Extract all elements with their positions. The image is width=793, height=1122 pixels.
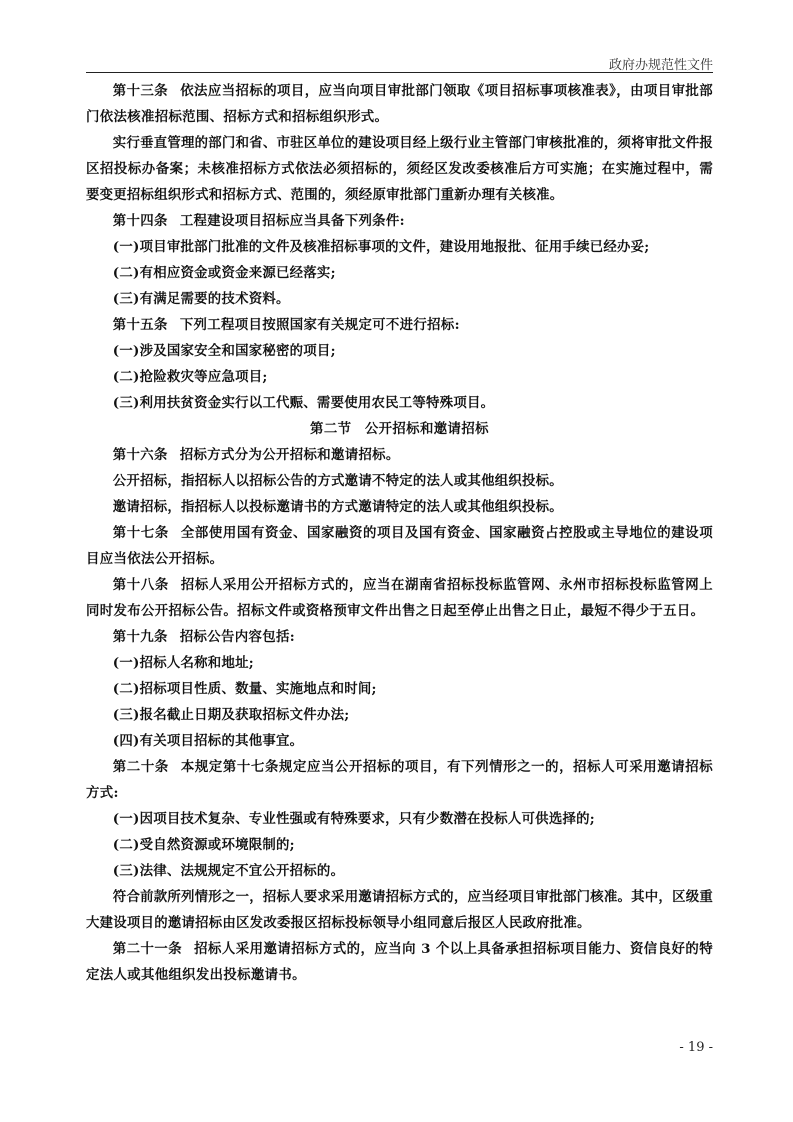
- list-item: (三)报名截止日期及获取招标文件办法;: [112, 707, 350, 723]
- article-label: 第十五条: [112, 317, 168, 333]
- article-text: 下列工程项目按照国家有关规定可不进行招标:: [179, 317, 460, 333]
- article-14: [86, 208, 713, 234]
- article-label: 第十八条: [112, 577, 169, 593]
- section-title: [86, 416, 713, 442]
- header-rule: [86, 72, 713, 73]
- article-label: 第十三条: [112, 83, 169, 99]
- article-18: [86, 572, 713, 624]
- page-number: - 19 -: [679, 1040, 713, 1055]
- list-item: (二)招标项目性质、数量、实施地点和时间;: [112, 681, 377, 697]
- list-item: (三)利用扶贫资金实行以工代赈、需要使用农民工等特殊项目。: [112, 395, 495, 411]
- list-item: (二)受自然资源或环境限制的;: [112, 837, 295, 853]
- article-13: [86, 78, 713, 130]
- paragraph: 邀请招标，指招标人以投标邀请书的方式邀请特定的法人或其他组织投标。: [112, 499, 563, 515]
- article-label: 第十七条: [112, 525, 169, 541]
- article-text: 招标人采用公开招标方式的，应当在湖南省招标投标监管网、永州市招标投标监管网上同时发布公开招标公告。招标文件或资格预审文件出售之日起至停止出售之日止，最短不得少于五日。: [86, 577, 714, 619]
- page-header: 政府办规范性文件: [608, 58, 713, 73]
- article-label: 第二十一条: [112, 941, 183, 957]
- article-text: 全部使用国有资金、国家融资的项目及国有资金、国家融资占控股或主导地位的建设项目应当依法公开招标。: [86, 525, 714, 567]
- list-item: (一)因项目技术复杂、专业性强或有特殊要求，只有少数潜在投标人可供选择的;: [112, 811, 595, 827]
- list-item: (二)有相应资金或资金来源已经落实;: [112, 265, 336, 281]
- article-16: [86, 442, 713, 468]
- article-text: 招标方式分为公开招标和邀请招标。: [179, 447, 400, 463]
- article-text: 依法应当招标的项目，应当向项目审批部门领取《项目招标事项核准表》，由项目审批部门依法核准招标范围、招标方式和招标组织形式。: [86, 83, 713, 125]
- paragraph: 公开招标，指招标人以招标公告的方式邀请不特定的法人或其他组织投标。: [112, 473, 563, 489]
- section-number: 第二节: [310, 421, 352, 437]
- article-15: [86, 312, 713, 338]
- list-item: (三)有满足需要的技术资料。: [112, 291, 290, 307]
- paragraph: 实行垂直管理的部门和省、市驻区单位的建设项目经上级行业主管部门审核批准的，须将审批文件报区招投标办备案；未核准招标方式依法必须招标的，须经区发改委核准后方可实施；在实施过程中，需要变更招标组织形式和招标方式、范围的，须经原审批部门重新办理有关核准。: [86, 135, 713, 203]
- document-body: [86, 78, 713, 988]
- paragraph: 符合前款所列情形之一，招标人要求采用邀请招标方式的，应当经项目审批部门核准。其中，区级重大建设项目的邀请招标由区发改委报区招标投标领导小组同意后报区人民政府批准。: [86, 889, 713, 931]
- article-20: [86, 754, 713, 806]
- article-text: 本规定第十七条规定应当公开招标的项目，有下列情形之一的，招标人可采用邀请招标方式:: [86, 759, 714, 801]
- article-19: [86, 624, 713, 650]
- article-text: 工程建设项目招标应当具备下列条件:: [179, 213, 405, 229]
- list-item: (二)抢险救灾等应急项目;: [112, 369, 268, 385]
- article-label: 第十四条: [112, 213, 168, 229]
- article-label: 第十九条: [112, 629, 168, 645]
- article-text: 招标公告内容包括:: [179, 629, 296, 645]
- list-item: (三)法律、法规规定不宜公开招标的。: [112, 863, 345, 879]
- article-label: 第二十条: [112, 759, 169, 775]
- article-text: 招标人采用邀请招标方式的，应当向 3 个以上具备承担招标项目能力、资信良好的特定法人或其他组织发出投标邀请书。: [86, 941, 713, 983]
- list-item: (一)涉及国家安全和国家秘密的项目;: [112, 343, 336, 359]
- section-heading: 公开招标和邀请招标: [364, 421, 489, 437]
- article-21: [86, 936, 713, 988]
- article-17: [86, 520, 713, 572]
- list-item: (一)招标人名称和地址;: [112, 655, 254, 671]
- article-label: 第十六条: [112, 447, 168, 463]
- list-item: (一)项目审批部门批准的文件及核准招标事项的文件，建设用地报批、征用手续已经办妥;: [112, 239, 650, 255]
- list-item: (四)有关项目招标的其他事宜。: [112, 733, 304, 749]
